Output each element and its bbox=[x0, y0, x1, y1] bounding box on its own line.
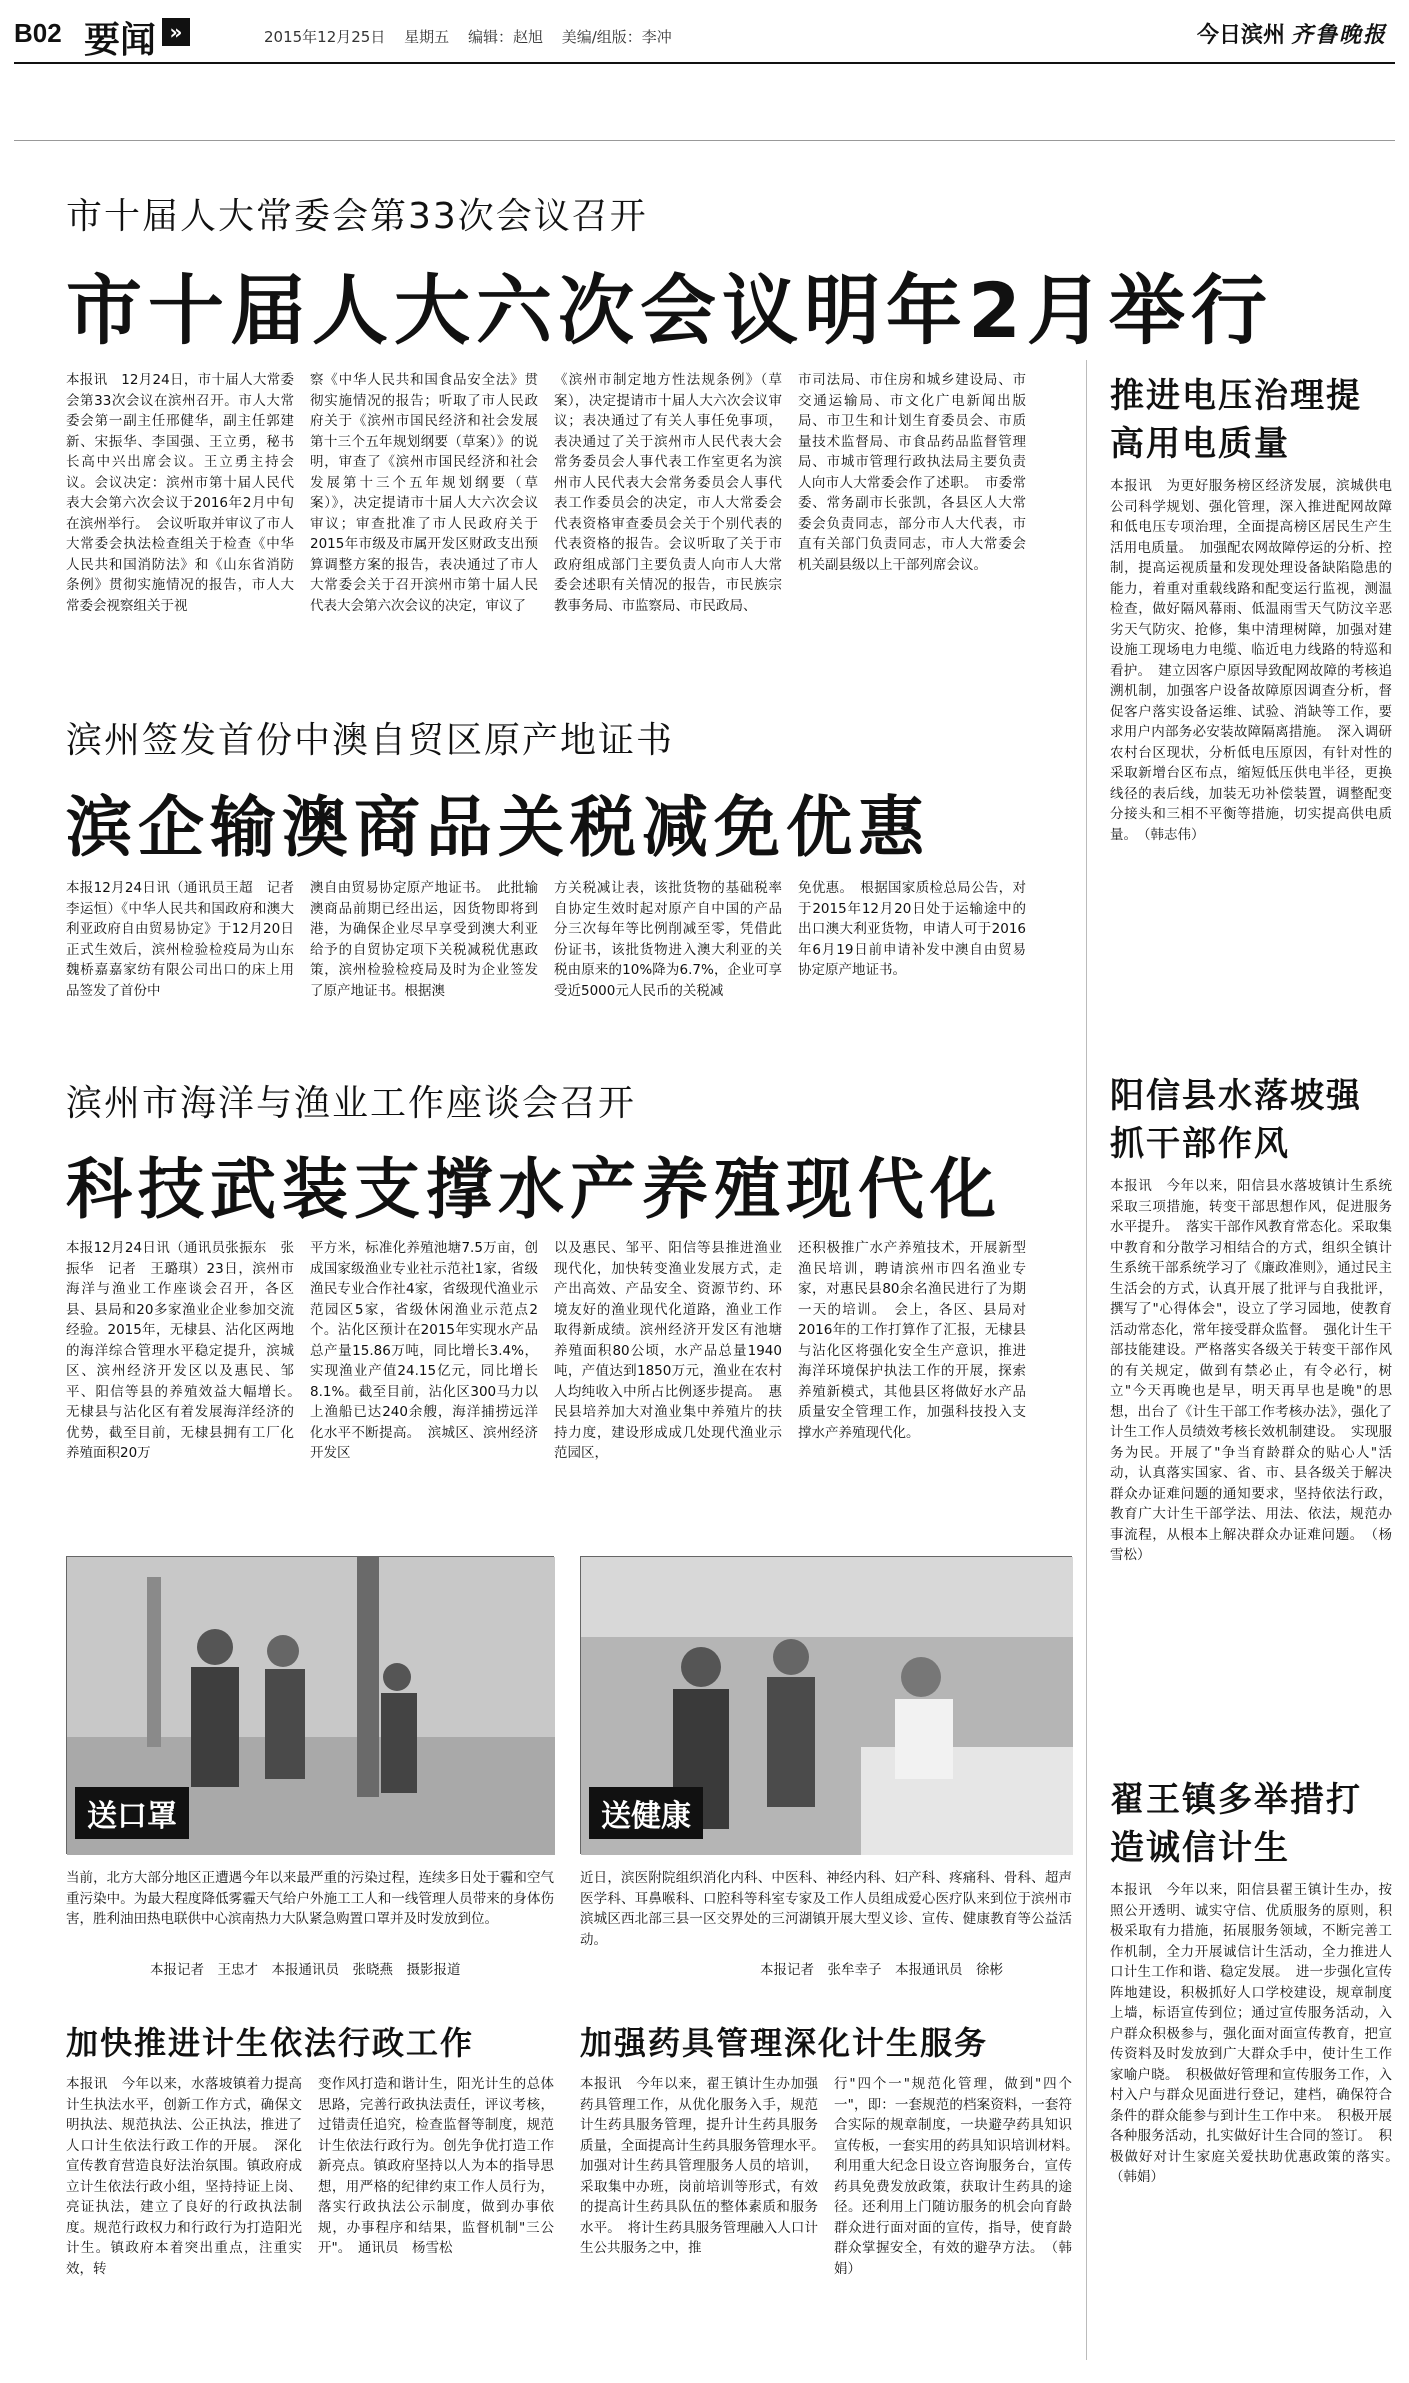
story5-body bbox=[580, 2074, 1086, 2364]
photo-tag-masks: 送口罩 bbox=[75, 1787, 189, 1839]
story1-headline: 市十届人大六次会议明年2月举行 bbox=[66, 266, 1273, 355]
story1-kicker: 市十届人大常委会第33次会议召开 bbox=[66, 196, 648, 237]
story1-col: 《滨州市制定地方性法规条例》（草案），决定提请市十届人大六次会议审议；表决通过了有关人事任免事项，表决通过了关于滨州市人民代表大会常务委员会人事代表工作室更名为滨州市人民代表大会常务委员会人事代表工作委员会的决定，市人大常委会代表资格审查委员会关于个别代表的代表资格的报告。会议听取了关于市政府组成部门主要负责人向市人大常委会述职有关情况的报告，市民族宗教事务局、市监察局、市民政局、 bbox=[554, 372, 782, 614]
brand-name: 齐鲁晚报 bbox=[1290, 22, 1387, 48]
story3-col: 还积极推广水产养殖技术，开展新型渔民培训，聘请滨州市四名渔业专家，对惠民县80余名渔民进行了为期一天的培训。 会上，各区、县局对2016年的工作打算作了汇报，无棣县与沾化区将强化安全生产意识，推进海洋环境保护执法工作的开展，探索养殖新模式，其他县区将做好水产品质量安全管理工作，加强科技投入支撑水产养殖现代化。 bbox=[798, 1240, 1026, 1441]
story3-col: 本报12月24日讯（通讯员张振东 张振华 记者 王璐琪）23日，滨州市海洋与渔业工作座谈会召开，各区县、县局和20多家渔业企业参加交流经验。2015年，无棣县、沾化区两地的海洋综合管理水平稳定提升，滨城区、滨州经济开发区以及惠民、邹平、阳信等县的养殖效益大幅增长。 无棣县与沾化区有着发展海洋经济的优势，截至目前，无棣县拥有工厂化养殖面积20万 bbox=[66, 1240, 308, 1461]
story5-col: 本报讯 今年以来，翟王镇计生办加强药具管理工作，从优化服务入手，规范计生药具服务管理，提升计生药具服务质量，全面提高计生药具服务管理水平。 加强对计生药具管理服务人员的培训，采取集中办班，岗前培训等形式，有效的提高计生药具队伍的整体素质和服务水平。 将计生药具服务管理融入人口计生公共服务之中，推 bbox=[580, 2076, 832, 2256]
story3-body bbox=[66, 1238, 1071, 1528]
story1-col: 本报讯 12月24日，市十届人大常委会第33次会议在滨州召开。市人大常委会第一副主任邢健华，副主任郭建新、宋振华、李国强、王立勇，秘书长高中兴出席会议。王立勇主持会议。会议决定：滨州市第十届人民代表大会第六次会议于2016年2月中旬在滨州举行。 会议听取并审议了市人大常委会执法检查组关于检查《中华人民共和国消防法》和《山东省消防条例》贯彻实施情况的报告，市人大常委会视察组关于视 bbox=[66, 372, 294, 614]
story2-headline: 滨企输澳商品关税减免优惠 bbox=[66, 789, 930, 866]
story2-body bbox=[66, 878, 1071, 1048]
side3-text: 本报讯 今年以来，阳信县翟王镇计生办，按照公开透明、诚实守信、优质服务的原则，积极采取有力措施，拓展服务领域，不断完善工作机制，全力开展诚信计生活动，全力推进人口计生工作和谐、稳定发展。 进一步强化宣传阵地建设，积极抓好人口学校建设，规章制度上墙，标语宣传到位；通过宣传服务活动，入户群众积极参与，强化面对面宣传教育，把宣传资料及时发放到广大群众手中，使计生工作家喻户晓。 积极做好管理和宣传服务工作，入村入户与群众见面进行登记，建档，确保符合条件的群众能参与到计生工作中来。 积极开展各种服务活动，扎实做好计生合同的签订。 积极做好对计生家庭关爱扶助优惠政策的落实。 （韩娟） bbox=[1110, 1882, 1406, 2185]
story4-body bbox=[66, 2074, 554, 2364]
story3-col: 以及惠民、邹平、阳信等县推进渔业现代化，加快转变渔业发展方式，走产出高效、产品安全、资源节约、环境友好的渔业现代化道路，渔业工作取得新成绩。滨州经济开发区有池塘养殖面积80公顷，水产品总量1940吨，产值达到1850万元，渔业在农村人均纯收入中所占比例逐步提高。 惠民县培养加大对渔业集中养殖片的扶持力度，建设形成成几处现代渔业示范园区， bbox=[554, 1240, 782, 1461]
page-number: B02 bbox=[14, 18, 62, 48]
header-rule bbox=[14, 62, 1395, 64]
photo-caption-health: 近日，滨医附院组织消化内科、中医科、神经内科、妇产科、疼痛科、骨科、超声医学科、耳鼻喉科、口腔科等科室专家及工作人员组成爱心医疗队来到位于滨州市滨城区西北部三县一区交界处的三河湖镇开展大型义诊、宣传、健康教育等公益活动。 bbox=[580, 1870, 1072, 1948]
issue-weekday: 星期五 bbox=[404, 28, 450, 46]
story2-col: 澳自由贸易协定原产地证书。 此批输澳商品前期已经出运，因货物即将到港，为确保企业尽早享受到澳大利亚给予的自贸协定项下关税减税优惠政策，滨州检验检疫局及时为企业签发了原产地证书。根据澳 bbox=[310, 880, 538, 999]
issue-date: 2015年12月25日 bbox=[264, 28, 386, 46]
side1-text: 本报讯 为更好服务榜区经济发展，滨城供电公司科学规划、强化管理，深入推进配网故障和低电压专项治理，全面提高榜区居民生产生活用电质量。 加强配农网故障停运的分析、控制，提高运视质量和发现处理设备缺陷隐患的能力，着重对重载线路和配变运行监视，测温检查，做好隔风幕雨、低温雨雪天气防汶辛恶劣天气防灾、抢修，集中清理树障，加强对建设施工现场电力电缆、临近电力线路的特巡和看护。 建立因客户原因导致配网故障的考核追溯机制，加强客户设备故障原因调查分析，督促客户落实设备运维、试验、消缺等工作，要求用户内部务必安装故障隔离措施。 深入调研农村台区现状，分析低电压原因，有针对性的采取新增台区布点，缩短低压供电半径，更换线径的表后线，加装无功补偿装置，调整配变分接头和三相不平衡等措施，切实提高供电质量。 （韩志伟） bbox=[1110, 478, 1392, 843]
side2-title: 阳信县水落坡强抓干部作风 bbox=[1110, 1076, 1362, 1164]
issue-meta bbox=[264, 26, 686, 47]
double-chevron-icon: » bbox=[162, 18, 190, 46]
editor-credit: 编辑：赵旭 bbox=[467, 28, 543, 46]
story4-col: 本报讯 今年以来，水落坡镇着力提高计生执法水平，创新工作方式，确保文明执法、规范执法、公正执法，推进了人口计生依法行政工作的开展。 深化宣传教育营造良好法治氛围。镇政府成立计生依法行政小组，坚持持证上岗、亮证执法，建立了良好的行政执法制度。规范行政权力和行政行为打造阳光计生。镇政府本着突出重点，注重实效，转 bbox=[66, 2076, 302, 2277]
design-credit: 美编/组版：李冲 bbox=[561, 28, 672, 46]
story2-col: 方关税减让表，该批货物的基础税率自协定生效时起对原产自中国的产品分三次每年等比例削减至零，凭借此份证书，该批货物进入澳大利亚的关税由原来的10%降为6.7%，企业可享受近5000元人民币的关税减 bbox=[554, 880, 782, 999]
sidebar-divider bbox=[1086, 360, 1087, 2360]
photo-tag-health: 送健康 bbox=[589, 1787, 703, 1839]
story1-col: 市司法局、市住房和城乡建设局、市交通运输局、市文化广电新闻出版局、市卫生和计划生育委员会、市质量技术监督局、市食品药品监督管理局、市城市管理行政执法局主要负责人向市人大常委会作了述职。 市委常委、常务副市长张凯，各县区人大常委会负责同志，部分市人大代表，市直有关部门负责同志，市人大常委会机关副县级以上干部列席会议。 bbox=[798, 372, 1026, 573]
photo-credit-masks: 本报记者 王忠才 本报通讯员 张晓燕 摄影报道 bbox=[150, 1962, 461, 1978]
side3-title: 翟王镇多举措打造诚信计生 bbox=[1110, 1780, 1362, 1868]
section-title: 要闻 bbox=[84, 20, 157, 61]
story1-body bbox=[66, 370, 1071, 652]
photo-credit-health: 本报记者 张牟幸子 本报通讯员 徐彬 bbox=[760, 1962, 1003, 1978]
photo-health bbox=[580, 1556, 1072, 1854]
story5-col: 行"四个一"规范化管理，做到"四个一"，即：一套规范的档案资料，一套符合实际的规章制度，一块避孕药具知识宣传板，一套实用的药具知识培训材料。 利用重大纪念日设立咨询服务台，宣传药具免费发放政策，获取计生药具的途径。还利用上门随访服务的机会向育龄群众进行面对面的宣传，指导，使育龄群众掌握安全，有效的避孕方法。 （韩娟） bbox=[834, 2076, 1086, 2277]
photo-caption-masks: 当前，北方大部分地区正遭遇今年以来最严重的污染过程，连续多日处于霾和空气重污染中。为最大程度降低雾霾天气给户外施工工人和一线管理人员带来的身体伤害，胜利油田热电联供中心滨南热力大队紧急购置口罩并及时发放到位。 bbox=[66, 1870, 554, 1927]
story3-headline: 科技武装支撑水产养殖现代化 bbox=[66, 1151, 1002, 1228]
page-header bbox=[0, 0, 1409, 62]
story3-col: 平方米，标准化养殖池塘7.5万亩，创成国家级渔业专业社示范社1家，省级渔民专业合作社4家，省级现代渔业示范园区5家，省级休闲渔业示范点2个。沾化区预计在2015年实现水产品总产量15.86万吨，同比增长3.4%，实现渔业产值24.15亿元，同比增长8.1%。截至目前，沾化区300马力以上渔船已达240余艘，海洋捕捞远洋化水平不断提高。 滨城区、滨州经济开发区 bbox=[310, 1240, 538, 1461]
story3-kicker: 滨州市海洋与渔业工作座谈会召开 bbox=[66, 1083, 637, 1124]
story2-col: 免优惠。 根据国家质检总局公告，对于2015年12月20日处于运输途中的出口澳大利亚货物，申请人可于2016年6月19日前申请补发中澳自由贸易协定原产地证书。 bbox=[798, 880, 1026, 978]
masthead-brand bbox=[1197, 18, 1387, 49]
top-rule bbox=[14, 140, 1395, 141]
story2-kicker: 滨州签发首份中澳自贸区原产地证书 bbox=[66, 720, 675, 761]
brand-place: 今日滨州 bbox=[1196, 23, 1285, 48]
side2-text: 本报讯 今年以来，阳信县水落坡镇计生系统采取三项措施，转变干部思想作风，促进服务水平提升。 落实干部作风教育常态化。采取集中教育和分散学习相结合的方式，组织全镇计生系统干部系统学习了《廉政准则》，通过民主生活会的方式，认真开展了批评与自我批评，撰写了"心得体会"，设立了学习园地，使教育活动常态化，常年接受群众监督。 强化计生干部技能建设。严格落实各级关于转变干部作风的有关规定，做到有禁必止，有令必行，树立"今天再晚也是早，明天再早也是晚"的思想，出台了《计生干部工作考核办法》，强化了计生工作人员绩效考核长效机制建设。 实现服务为民。开展了"争当育龄群众的贴心人"活动，认真落实国家、省、市、县各级关于解决群众办证难问题的通知要求，坚持依法行政，教育广大计生干部学法、用法、依法，规范办事流程，从根本上解决群众办证难问题。 （杨雪松） bbox=[1110, 1178, 1392, 1563]
story4-headline: 加快推进计生依法行政工作 bbox=[66, 2024, 475, 2062]
photo-masks bbox=[66, 1556, 554, 1854]
story4-col: 变作风打造和谐计生，阳光计生的总体思路，完善行政执法责任，评议考核，过错责任追究，检查监督等制度，规范计生依法行政行为。创先争优打造工作新亮点。镇政府坚持以人为本的指导思想，用严格的纪律约束工作人员行为，落实行政执法公示制度，做到办事依规，办事程序和结果，监督机制"三公开"。 通讯员 杨雪松 bbox=[318, 2076, 554, 2256]
side1-title: 推进电压治理提高用电质量 bbox=[1110, 376, 1362, 464]
story5-headline: 加强药具管理深化计生服务 bbox=[580, 2024, 989, 2062]
story1-col: 察《中华人民共和国食品安全法》贯彻实施情况的报告；听取了市人民政府关于《滨州市国民经济和社会发展第十三个五年规划纲要（草案）》的说明，审查了《滨州市国民经济和社会发展第十三个五年规划纲要（草案）》，决定提请市十届人大六次会议审议；审查批准了市人民政府关于2015年市级及市属开发区财政支出预算调整方案的报告，表决通过了市人大常委会关于召开滨州市第十届人民代表大会第六次会议的决定，审议了 bbox=[310, 372, 538, 614]
story2-col: 本报12月24日讯（通讯员王超 记者 李运恒）《中华人民共和国政府和澳大利亚政府自由贸易协定》于12月20日正式生效后，滨州检验检疫局为山东魏桥嘉嘉家纺有限公司出口的床上用品签发了首份中 bbox=[66, 880, 308, 999]
